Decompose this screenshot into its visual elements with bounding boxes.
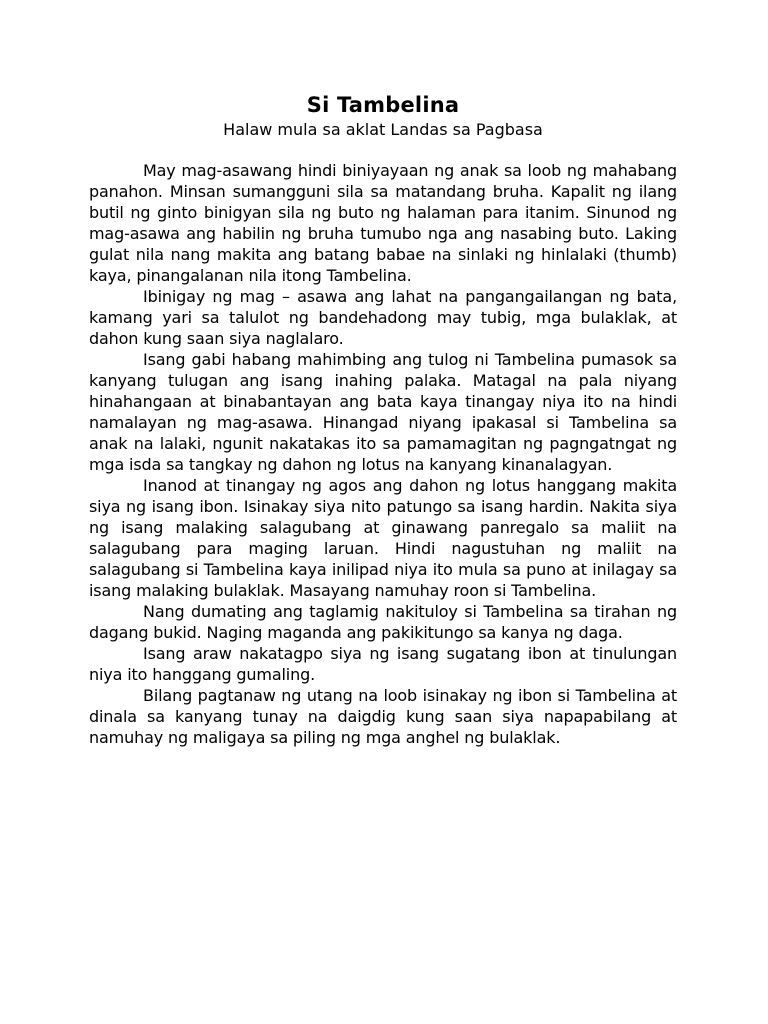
page-title: Si Tambelina bbox=[306, 93, 460, 117]
document-page bbox=[89, 90, 677, 748]
page-subtitle: Halaw mula sa aklat Landas sa Pagbasa bbox=[223, 120, 543, 139]
paragraph: Ibinigay ng mag – asawa ang lahat na pangangailangan ng bata, kamang yari sa talulot ng bandehadong may tubig, mga bulaklak, at dahon kung saan siya naglalaro. bbox=[89, 287, 677, 348]
paragraph: Inanod at tinangay ng agos ang dahon ng lotus hanggang makita siya ng isang ibon. Isinakay siya nito patungo sa isang hardin. Nakita siya ng isang malaking salagubang at ginawang panregalo sa maliit na salagubang para maging laruan. Hindi nagustuhan ng maliit na salagubang si Tambelina kaya inilipad niya ito mula sa puno at inilagay sa isang malaking bulaklak. Masayang namuhay roon si Tambelina. bbox=[89, 476, 677, 600]
paragraph: Bilang pagtanaw ng utang na loob isinakay ng ibon si Tambelina at dinala sa kanyang tunay na daigdig kung saan siya napapabilang at namuhay ng maligaya sa piling ng mga anghel ng bulaklak. bbox=[89, 686, 677, 747]
story-body bbox=[89, 160, 677, 748]
paragraph: Nang dumating ang taglamig nakituloy si Tambelina sa tirahan ng dagang bukid. Naging maganda ang pakikitungo sa kanya ng daga. bbox=[89, 602, 677, 642]
paragraph: Isang araw nakatagpo siya ng isang sugatang ibon at tinulungan niya ito hanggang gumaling. bbox=[89, 644, 677, 684]
paragraph: Isang gabi habang mahimbing ang tulog ni Tambelina pumasok sa kanyang tulugan ang isang inahing palaka. Matagal na pala niyang hinahangaan at binabantayan ang bata kaya tinangay niya ito na hindi namalayan ng mag-asawa. Hinangad niyang ipakasal si Tambelina sa anak na lalaki, ngunit nakatakas ito sa pamamagitan ng pagngatngat ng mga isda sa tangkay ng dahon ng lotus na kanyang kinanalagyan. bbox=[89, 350, 677, 474]
paragraph: May mag-asawang hindi biniyayaan ng anak sa loob ng mahabang panahon. Minsan sumangguni sila sa matandang bruha. Kapalit ng ilang butil ng ginto binigyan sila ng buto ng halaman para itanim. Sinunod ng mag-asawa ang habilin ng bruha tumubo nga ang nasabing buto. Laking gulat nila nang makita ang batang babae na sinlaki ng hinlalaki (thumb) kaya, pinangalanan nila itong Tambelina. bbox=[89, 161, 677, 285]
